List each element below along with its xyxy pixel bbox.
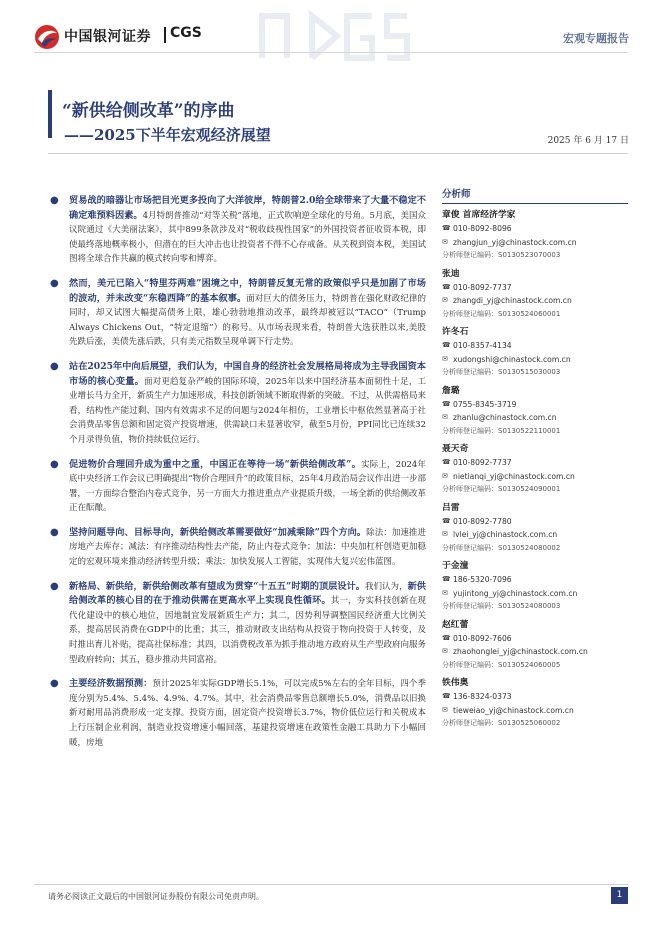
paragraph-lead: 坚持问题导向、目标导向，新供给侧改革需要做好“加减乘除”四个方向。 <box>69 526 367 538</box>
paragraph-body-intro: 我们认为， <box>365 581 408 592</box>
analyst-phone: 186-5320-7096 <box>453 575 512 584</box>
analyst-cert-row <box>442 425 628 439</box>
report-title: “新供给侧改革”的序曲 <box>62 101 235 121</box>
analyst-cert-number: S0130522110001 <box>498 426 561 435</box>
analyst-name: 詹璐 <box>442 385 460 396</box>
analyst-email[interactable]: yujintong_yj@chinastock.com.cn <box>453 588 578 598</box>
analyst-cert-row <box>442 366 628 380</box>
analyst-entry <box>442 384 628 439</box>
analyst-cert-row <box>442 542 628 556</box>
bullet-icon: ● <box>50 195 59 206</box>
company-name-en: CGS <box>170 25 202 41</box>
mail-icon: ✉ <box>442 413 448 421</box>
analyst-phone-row <box>442 573 628 587</box>
analyst-email-row <box>442 294 628 308</box>
analyst-email[interactable]: tieweiao_yj@chinastock.com.cn <box>453 705 574 715</box>
logo-separator <box>164 27 166 43</box>
analyst-phone-row <box>442 690 628 704</box>
phone-icon: ☎ <box>442 692 451 700</box>
analyst-cert-row <box>442 717 628 731</box>
analyst-cert-row <box>442 659 628 673</box>
analyst-entry <box>442 267 628 322</box>
footer-disclaimer: 请务必阅读正文最后的中国银河证券股份有限公司免责声明。 <box>48 892 264 901</box>
company-logo-icon <box>34 24 60 50</box>
page-header <box>0 0 662 62</box>
footer-divider <box>34 884 628 885</box>
analyst-email-row <box>442 704 628 718</box>
report-subtitle: ——2025下半年宏观经济展望 <box>64 126 271 144</box>
analyst-email-row <box>442 528 628 542</box>
bullet-icon: ● <box>50 526 59 538</box>
paragraph-body: 其一，夯实科技创新在现代化建设中的核心地位，因地制宜发展新质生产力；其二，因势利导调整国民经济重大比例关系，提高居民消费在GDP中的比重；其三，推动财政支出结构从投资于物向投资于人转变，及时推出育儿补贴，提高社保标准；其四，以消费税改革为抓手推动地方政府从生产型政府向服务型政府转向；其五，稳步推动共同富裕。 <box>69 596 427 665</box>
analyst-cert-row <box>442 308 628 322</box>
analyst-phone-row <box>442 632 628 646</box>
mail-icon: ✉ <box>442 588 448 597</box>
analyst-email[interactable]: lvlei_yj@chinastock.com.cn <box>453 530 558 539</box>
analyst-phone: 136-8324-0373 <box>453 692 512 701</box>
analyst-phone-row <box>442 515 628 529</box>
header-divider <box>34 52 628 53</box>
analyst-name: 吕雷 <box>442 502 460 513</box>
analyst-cert-number: S0130524060001 <box>498 309 561 318</box>
bullet-icon: ● <box>50 580 59 592</box>
analyst-entry <box>442 208 628 263</box>
analyst-entry <box>442 559 628 614</box>
analyst-phone: 0755-8345-3719 <box>453 399 517 409</box>
analyst-email[interactable]: zhangjun_yj@chinastock.com.cn <box>453 237 577 247</box>
paragraph-body: 预计2025年实际GDP增长5.1%，可以完成5%左右的全年目标，四个季度分别为5.4%、5.4%、4.9%、4.7%。其中，社会消费品零售总额增长5.0%，消费品以旧换新对耐用品消费形成一定支撑。投资方面，固定资产投资增长3.7%，物价低位运行和关税成本上行压制企业利润，制造业投资增速小幅回落，基建投资增速在政策性金融工具助力下小幅回暖，房地 <box>69 679 426 748</box>
mail-icon: ✉ <box>442 296 448 304</box>
summary-paragraph <box>48 277 426 350</box>
analyst-name: 张迪 <box>442 268 460 279</box>
analyst-entry <box>442 442 628 497</box>
analyst-name: 于金潼 <box>442 561 469 571</box>
paragraph-body: 4月特朗普推动“对等关税”落地，正式吹响逆全球化的号角。5月底，美国众议院通过《大美丽法案》，其中899条款涉及对“税收歧视性国家”的外国投资者征收资本税，即使最终落地概率极小，但潜在的巨大冲击也让投资者不得不心存戒备。从关税到资本税，美国试图将全球合作共赢的模式转向零和博弈。 <box>69 210 427 265</box>
report-date: 2025 年 6 月 17 日 <box>547 136 629 146</box>
analyst-phone: 010-8092-7737 <box>453 458 512 467</box>
analyst-cert-number: S0130524080002 <box>498 543 561 552</box>
cert-label: 分析师登记编码： <box>442 660 498 669</box>
analyst-phone-row <box>442 339 628 353</box>
watermark-logo-icon <box>232 8 432 64</box>
report-type-label: 宏观专题报告 <box>563 32 629 45</box>
analyst-phone-row <box>442 222 628 236</box>
bullet-icon: ● <box>50 360 59 372</box>
cert-label: 分析师登记编码： <box>442 602 498 610</box>
phone-icon: ☎ <box>442 516 451 525</box>
analyst-phone: 010-8092-7606 <box>453 633 512 643</box>
cert-label: 分析师登记编码： <box>442 485 498 493</box>
analyst-email-row <box>442 411 628 425</box>
analyst-cert-number: S0130515030003 <box>498 368 561 376</box>
analyst-name: 章俊 首席经济学家 <box>442 210 516 220</box>
analyst-cert-row <box>442 249 628 263</box>
paragraph-body: 面对更趋复杂严峻的国际环境，2025年以来中国经济基本面韧性十足，工业增长马力全开，新质生产力加速形成，科技创新领域不断取得新的突破。不过，从供需格局来看，结构性产能过剩、国内有效需求不足的问题与2024年相仿，工业增长中枢依然显著高于社会消费品零售总额和固定资产投资增速，供需缺口未显著收窄，截至5月份，PPI同比已连续32个月录得负值，物价持续低位运行。 <box>69 376 427 445</box>
analyst-name: 许冬石 <box>442 327 469 337</box>
paragraph-body: 除法：加速推进房地产去库存；减法：有序推动结构性去产能，防止内卷式竞争；加法：中央加杠杆创造更加稳定的宏观环境来推动经济转型升级；乘法：加快发展人工智能，实现伟大复兴宏伟蓝图。 <box>69 527 427 568</box>
analyst-email-row <box>442 470 628 484</box>
analyst-name: 赵红蕾 <box>442 619 469 630</box>
analyst-email-row <box>442 353 628 367</box>
analyst-name: 铁伟奥 <box>442 678 469 688</box>
mail-icon: ✉ <box>442 647 448 655</box>
paragraph-emphasis: 新供给侧改革的核心目的在于推动供需在更高水平上实现良性循环。 <box>69 580 426 607</box>
phone-icon: ☎ <box>442 458 451 466</box>
analyst-name: 聂天奇 <box>442 444 469 454</box>
title-accent-bar <box>48 90 52 138</box>
analyst-cert-number: S0130525060002 <box>498 719 561 727</box>
summary-paragraph <box>48 677 426 750</box>
phone-icon: ☎ <box>442 224 451 232</box>
paragraph-lead: 然而，美元已陷入“特里芬两难”困境之中，特朗普反复无常的政策似乎只是加剧了市场的波动，并未改变“东稳西降”的基本叙事。 <box>69 277 426 304</box>
analyst-email[interactable]: xudongshi@chinastock.com.cn <box>453 354 571 364</box>
analyst-cert-number: S0130524080003 <box>498 602 561 610</box>
analyst-email-row <box>442 645 628 659</box>
phone-icon: ☎ <box>442 633 451 642</box>
summary-paragraph <box>48 526 426 570</box>
analyst-cert-row <box>442 600 628 614</box>
analyst-phone-row <box>442 398 628 412</box>
phone-icon: ☎ <box>442 282 451 291</box>
paragraph-body: 面对巨大的债务压力，特朗普在强化财政纪律的同时，却又试图大幅提高债务上限，雄心勃勃地推动改革，最终却被冠以“TACO”（Trump Always Chickens Out，“特定退缩”）的称号。从市场表现来看，特朗普大选获胜以来,美股先跌后涨，美债先涨后跌，只有美元指数呈现单调下行走势。 <box>69 293 426 348</box>
analyst-list <box>442 208 628 731</box>
analyst-email[interactable]: zhangdi_yj@chinastock.com.cn <box>453 296 572 305</box>
phone-icon: ☎ <box>442 575 451 583</box>
mail-icon: ✉ <box>442 237 448 246</box>
summary-paragraph <box>48 458 426 516</box>
page-number: 1 <box>611 887 628 904</box>
cert-label: 分析师登记编码： <box>442 251 498 259</box>
analyst-email[interactable]: nietianqi_yj@chinastock.com.cn <box>453 471 575 481</box>
analyst-phone: 010-8092-7780 <box>453 516 512 526</box>
cert-label: 分析师登记编码： <box>442 368 498 376</box>
title-divider <box>48 153 628 154</box>
analyst-cert-row <box>442 483 628 497</box>
summary-section <box>48 194 426 760</box>
analyst-phone-row <box>442 281 628 295</box>
phone-icon: ☎ <box>442 341 451 349</box>
bullet-icon: ● <box>50 277 59 289</box>
analyst-email-row <box>442 236 628 250</box>
bullet-icon: ● <box>50 678 59 690</box>
cert-label: 分析师登记编码： <box>442 719 498 727</box>
paragraph-lead: 主要经济数据预测： <box>69 678 153 690</box>
mail-icon: ✉ <box>442 530 448 538</box>
analyst-email-row <box>442 587 628 601</box>
analyst-phone: 010-8092-7737 <box>453 282 512 292</box>
analyst-sidebar <box>442 186 628 735</box>
bullet-icon: ● <box>50 458 59 470</box>
analyst-heading: 分析师 <box>442 186 628 204</box>
cert-label: 分析师登记编码： <box>442 309 498 318</box>
analyst-entry <box>442 501 628 556</box>
paragraph-lead: 新格局、新供给，新供给侧改革有望成为贯穿“十五五”时期的顶层设计。 <box>69 580 365 592</box>
paragraph-lead: 促进物价合理回升成为重中之重，中国正在等待一场“新供给侧改革”。 <box>69 458 361 470</box>
analyst-entry <box>442 618 628 673</box>
company-name-cn: 中国银河证券 <box>64 29 151 45</box>
mail-icon: ✉ <box>442 705 448 714</box>
cert-label: 分析师登记编码： <box>442 426 498 435</box>
analyst-cert-number: S0130523070003 <box>498 251 561 259</box>
analyst-email[interactable]: zhanlu@chinastock.com.cn <box>453 413 557 422</box>
paragraph-body: 实际上，2024年底中央经济工作会议已明确提出“物价合理回升”的政策目标，25年4月政治局会议作出进一步部署，一方面综合整治内卷式竞争，另一方面大力推进重点产业提质升级，一场全新的供给侧改革正在酝酿。 <box>69 459 427 514</box>
mail-icon: ✉ <box>442 354 448 363</box>
cert-label: 分析师登记编码： <box>442 543 498 552</box>
summary-paragraph <box>48 580 426 668</box>
analyst-entry <box>442 325 628 380</box>
mail-icon: ✉ <box>442 471 448 480</box>
analyst-email[interactable]: zhaohonglei_yj@chinastock.com.cn <box>453 647 588 656</box>
analyst-phone: 010-8092-8096 <box>453 224 512 233</box>
analyst-phone-row <box>442 456 628 470</box>
summary-paragraph <box>48 194 426 267</box>
analyst-entry <box>442 676 628 731</box>
analyst-phone: 010-8357-4134 <box>453 341 512 350</box>
phone-icon: ☎ <box>442 399 451 408</box>
paragraph-lead: 站在2025年中向后展望，我们认为，中国自身的经济社会发展格局将成为主导我国资本市场的核心变量。 <box>69 360 426 387</box>
paragraph-lead: 贸易战的暗器让市场把目光更多投向了大洋彼岸，特朗普2.0给全球带来了大量不稳定不确定难预料因素。 <box>69 195 426 221</box>
analyst-cert-number: S0130524060005 <box>498 660 561 669</box>
analyst-cert-number: S0130524090001 <box>498 485 561 493</box>
summary-paragraph <box>48 360 426 448</box>
